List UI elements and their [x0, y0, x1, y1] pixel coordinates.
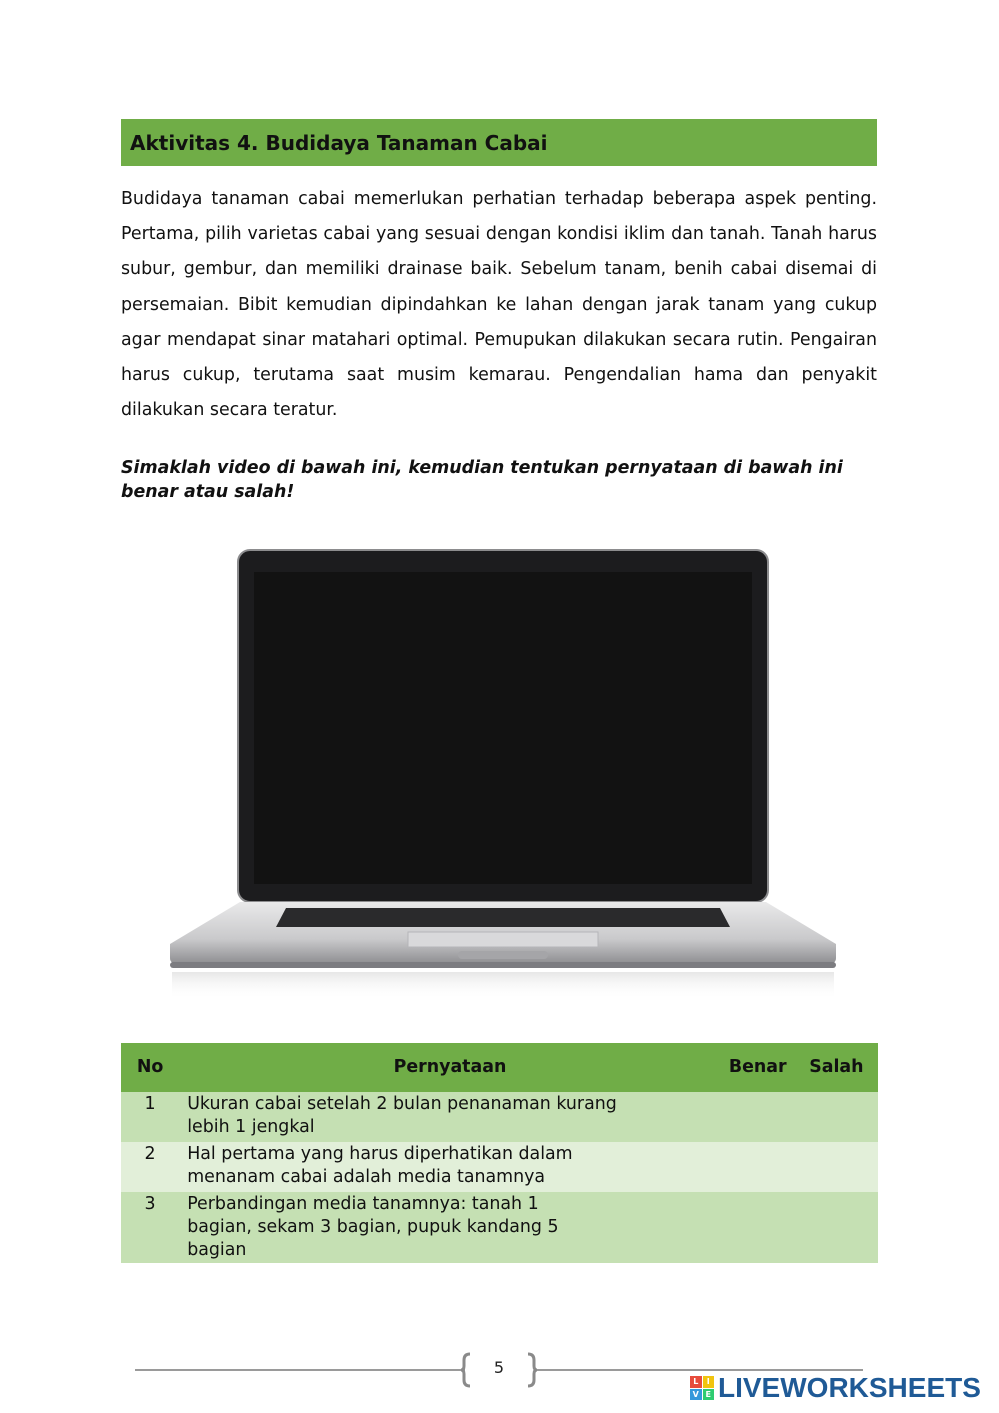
header-true: Benar — [721, 1043, 795, 1092]
left-bracket-icon — [460, 1352, 472, 1388]
laptop-notch — [458, 951, 548, 959]
true-answer-cell[interactable] — [721, 1142, 795, 1192]
video-screen — [254, 572, 752, 884]
false-answer-cell[interactable] — [795, 1142, 878, 1192]
intro-paragraph: Budidaya tanaman cabai memerlukan perhatian terhadap beberapa aspek penting. Pertama, pilih varietas cabai yang sesuai dengan kondisi iklim dan tanah. Tanah harus subur, gembur, dan memiliki drainase baik. Sebelum tanam, benih cabai disemai di persemaian. Bibit kemudian dipindahkan ke lahan dengan jarak tanam yang cukup agar mendapat sinar matahari optimal. Pemupukan dilakukan secara rutin. Pengairan harus cukup, terutama saat musim kemarau. Pengendalian hama dan penyakit dilakukan secara teratur. — [121, 189, 877, 421]
false-answer-cell[interactable] — [795, 1192, 878, 1263]
header-statement: Pernyataan — [179, 1043, 721, 1092]
video-player[interactable] — [168, 548, 838, 1008]
laptop-touchpad — [408, 932, 598, 947]
row-number: 1 — [121, 1092, 179, 1142]
header-false: Salah — [795, 1043, 878, 1092]
table-row — [121, 1142, 878, 1192]
statement-table — [121, 1043, 878, 1263]
row-number: 2 — [121, 1142, 179, 1192]
footer-line-right — [535, 1369, 863, 1371]
liveworksheets-logo-icon: L I V E — [690, 1376, 714, 1400]
instruction-text: Simaklah video di bawah ini, kemudian tentukan pernyataan di bawah ini benar atau salah! — [121, 458, 843, 502]
row-statement: Hal pertama yang harus diperhatikan dalam menanam cabai adalah media tanamnya — [179, 1142, 721, 1192]
table-row — [121, 1092, 878, 1142]
table-header-row — [121, 1043, 878, 1092]
activity-heading: Aktivitas 4. Budidaya Tanaman Cabai — [121, 119, 877, 166]
right-bracket-icon — [526, 1352, 538, 1388]
liveworksheets-logo-text: LIVEWORKSHEETS — [718, 1372, 981, 1403]
table-row — [121, 1192, 878, 1263]
footer-line-left — [135, 1369, 465, 1371]
row-number: 3 — [121, 1192, 179, 1263]
row-statement: Ukuran cabai setelah 2 bulan penanaman kurang lebih 1 jengkal — [179, 1092, 721, 1142]
liveworksheets-logo — [690, 1372, 981, 1404]
page-number: 5 — [493, 1358, 505, 1377]
false-answer-cell[interactable] — [795, 1092, 878, 1142]
row-statement: Perbandingan media tanamnya: tanah 1 bagian, sekam 3 bagian, pupuk kandang 5 bagian — [179, 1192, 721, 1263]
true-answer-cell[interactable] — [721, 1192, 795, 1263]
laptop-reflection — [172, 972, 834, 1000]
true-answer-cell[interactable] — [721, 1092, 795, 1142]
header-no: No — [121, 1043, 179, 1092]
laptop-keyboard — [276, 908, 730, 927]
